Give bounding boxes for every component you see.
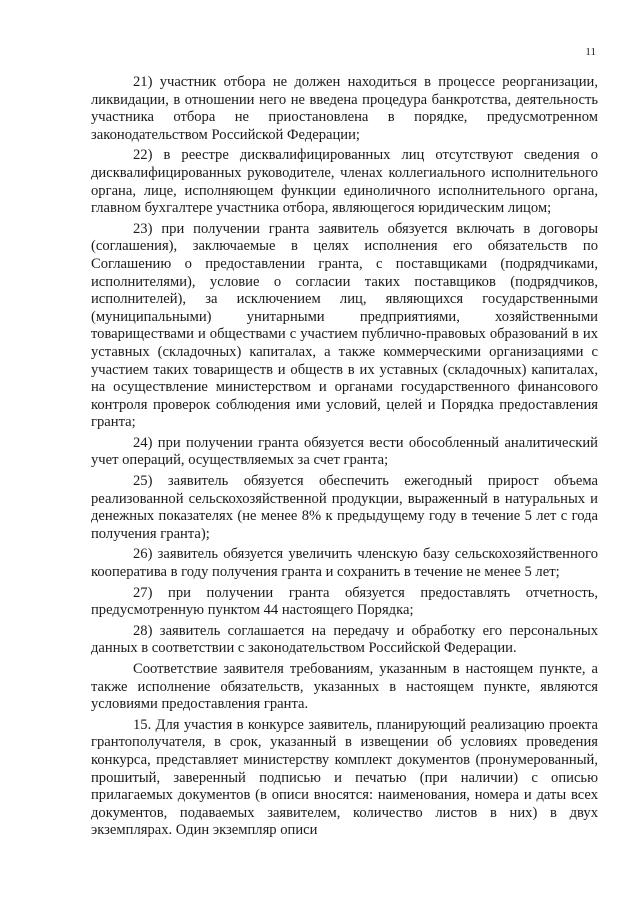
page-number: 11 <box>585 46 596 58</box>
paragraph-item-28: 28) заявитель соглашается на передачу и обработку его персональных данных в соответствии с законодательством Российской Федерации. <box>91 622 598 657</box>
paragraph-item-21: 21) участник отбора не должен находиться в процессе реорганизации, ликвидации, в отношении него не введена процедура банкротства, деятельность участника отбора не приостановлена в порядке, предусмотренном законодательством Российской Федерации; <box>91 74 598 143</box>
paragraph-item-23: 23) при получении гранта заявитель обязуется включать в договоры (соглашения), заключаемые в целях исполнения его обязательств по Соглашению о предоставлении гранта, с поставщиками (подрядчиками, исполнителями), условие о согласии таких поставщиков (подрядчиков, исполнителей), за исключением лиц, являющихся государственными (муниципальными) унитарными предприятиями, хозяйственными товариществами и обществами с участием публично-правовых образований в их уставных (складочных) капиталах, а также коммерческими организациями с участием таких товариществ и обществ в их уставных (складочных) капиталах, на осуществление министерством и органами государственного финансового контроля проверок соблюдения ими условий, целей и Порядка предоставления гранта; <box>91 220 598 431</box>
document-body <box>91 74 598 843</box>
paragraph-section-15: 15. Для участия в конкурсе заявитель, планирующий реализацию проекта грантополучателя, в срок, указанный в извещении об условиях проведения конкурса, представляет министерству комплект документов (пронумерованный, прошитый, заверенный подписью и печатью (при наличии) с описью прилагаемых документов (в описи вносятся: наименования, номера и даты всех документов, подаваемых заявителем, количество листов в них) в двух экземплярах. Один экземпляр описи <box>91 716 598 839</box>
paragraph-item-22: 22) в реестре дисквалифицированных лиц отсутствуют сведения о дисквалифицированных руководителе, членах коллегиального исполнительного органа, лице, исполняющем функции единоличного исполнительного органа, главном бухгалтере участника отбора, являющегося юридическим лицом; <box>91 147 598 217</box>
paragraph-conformity: Соответствие заявителя требованиям, указанным в настоящем пункте, а также исполнение обязательств, указанных в настоящем пункте, являются условиями предоставления гранта. <box>91 661 598 713</box>
paragraph-item-24: 24) при получении гранта обязуется вести обособленный аналитический учет операций, осуществляемых за счет гранта; <box>91 434 598 469</box>
paragraph-item-26: 26) заявитель обязуется увеличить членскую базу сельскохозяйственного кооператива в году получения гранта и сохранить в течение не менее 5 лет; <box>91 546 598 581</box>
paragraph-item-25: 25) заявитель обязуется обеспечить ежегодный прирост объема реализованной сельскохозяйственной продукции, выраженный в натуральных и денежных показателях (не менее 8% к предыдущему году в течение 5 лет с года получения гранта); <box>91 473 598 542</box>
paragraph-item-27: 27) при получении гранта обязуется предоставлять отчетность, предусмотренную пунктом 44 настоящего Порядка; <box>91 584 598 619</box>
